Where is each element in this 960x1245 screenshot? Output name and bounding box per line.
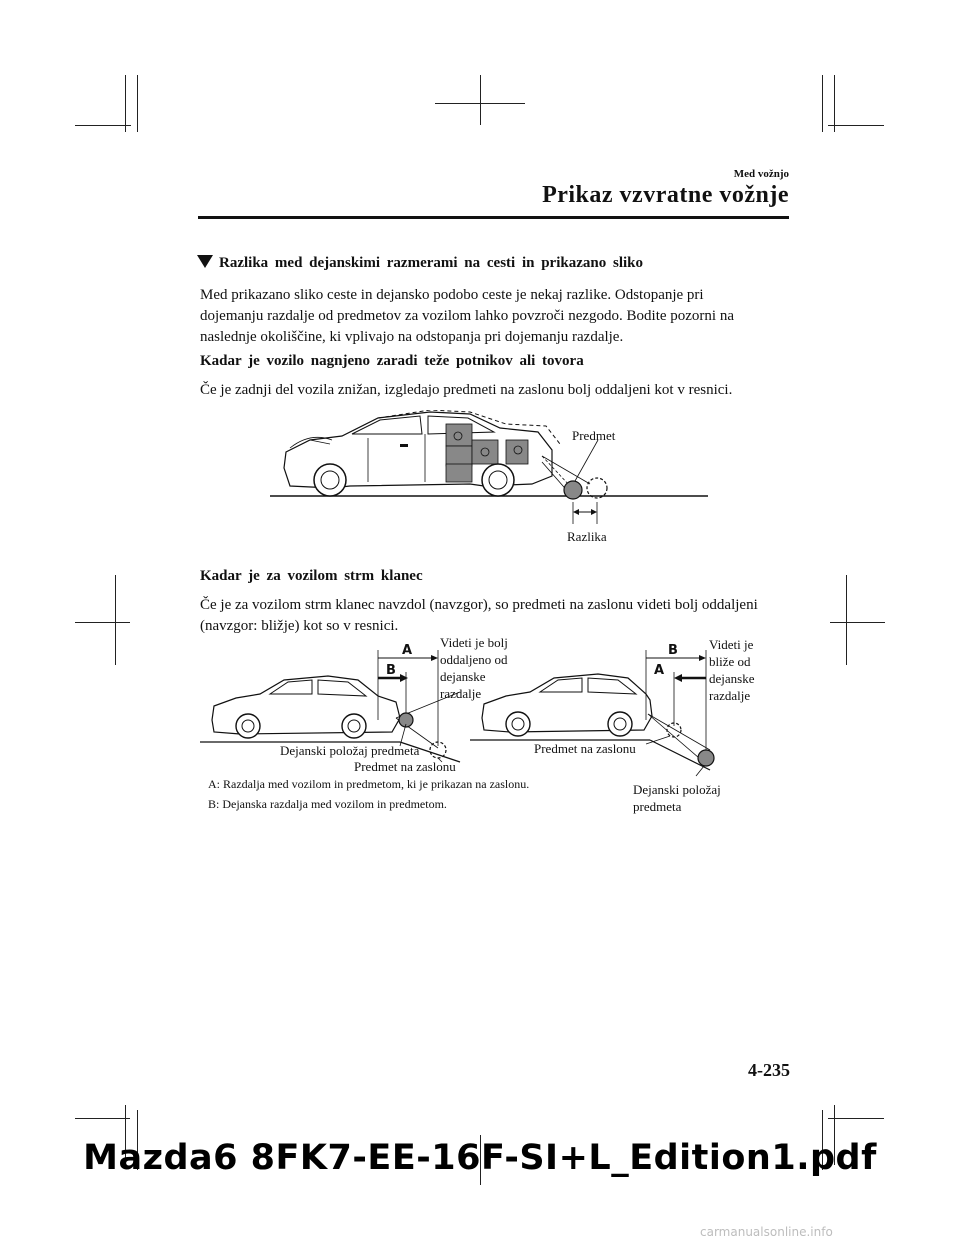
fig2r-actual-label: Dejanski položaj predmeta [633, 782, 721, 814]
fig1-predmet-label: Predmet [572, 428, 616, 443]
triangle-bullet-icon [197, 255, 213, 268]
case1-heading: Kadar je vozilo nagnjeno zaradi teže potnikov ali tovora [200, 353, 584, 369]
fig2l-b-label: B [386, 663, 396, 678]
fig2l-onscreen-label: Predmet na zaslonu [354, 759, 456, 774]
section-label: Med vožnjo [733, 168, 789, 180]
page-number: 4-235 [748, 1060, 790, 1080]
case2-heading: Kadar je za vozilom strm klanec [200, 568, 423, 584]
fig2l-actual-label: Dejanski položaj predmeta [280, 743, 420, 758]
fig2r-a-label: A [654, 663, 665, 678]
section-heading: Razlika med dejanskimi razmerami na cesti in prikazano sliko [197, 255, 643, 272]
fig2l-note: Videti je bolj oddaljeno od dejanske razdalje [440, 635, 508, 701]
header-rule [198, 216, 789, 219]
case1-text: Če je zadnji del vozila znižan, izgledajo predmeti na zaslonu bolj oddaljeni kot v resnici. [200, 382, 733, 398]
fig2r-onscreen-label: Predmet na zaslonu [534, 741, 636, 756]
fig2r-b-label: B [668, 643, 678, 658]
fig2r-note: Videti je bliže od dejanske razdalje [709, 637, 755, 703]
fig1-razlika-label: Razlika [567, 529, 607, 544]
watermark: carmanualsonline.info [700, 1225, 833, 1239]
fig2l-a-label: A [402, 643, 413, 658]
footer-filename: Mazda6 8FK7-EE-16F-SI+L_Edition1.pdf [83, 1138, 877, 1178]
case2-text: Če je za vozilom strm klanec navzdol (navzgor), so predmeti na zaslonu videti bolj oddaljeni (navzgor: bližje) kot so v resnici. [200, 597, 758, 634]
intro-paragraph: Med prikazano sliko ceste in dejansko podobo ceste je nekaj razlike. Odstopanje pri dojemanju razdalje od predmetov za vozilom lahko povzroči nezgodo. Bodite pozorni na naslednje okoliščine, ki vplivajo na odstopanja pri dojemanju razdalje. [200, 287, 734, 345]
slope-up-figure [470, 640, 720, 780]
legend-b: B: Dejanska razdalja med vozilom in predmetom. [208, 797, 447, 811]
tilted-car-figure [270, 410, 710, 550]
legend-a: A: Razdalja med vozilom in predmetom, ki je prikazan na zaslonu. [208, 777, 530, 791]
page-title: Prikaz vzvratne vožnje [542, 182, 789, 208]
